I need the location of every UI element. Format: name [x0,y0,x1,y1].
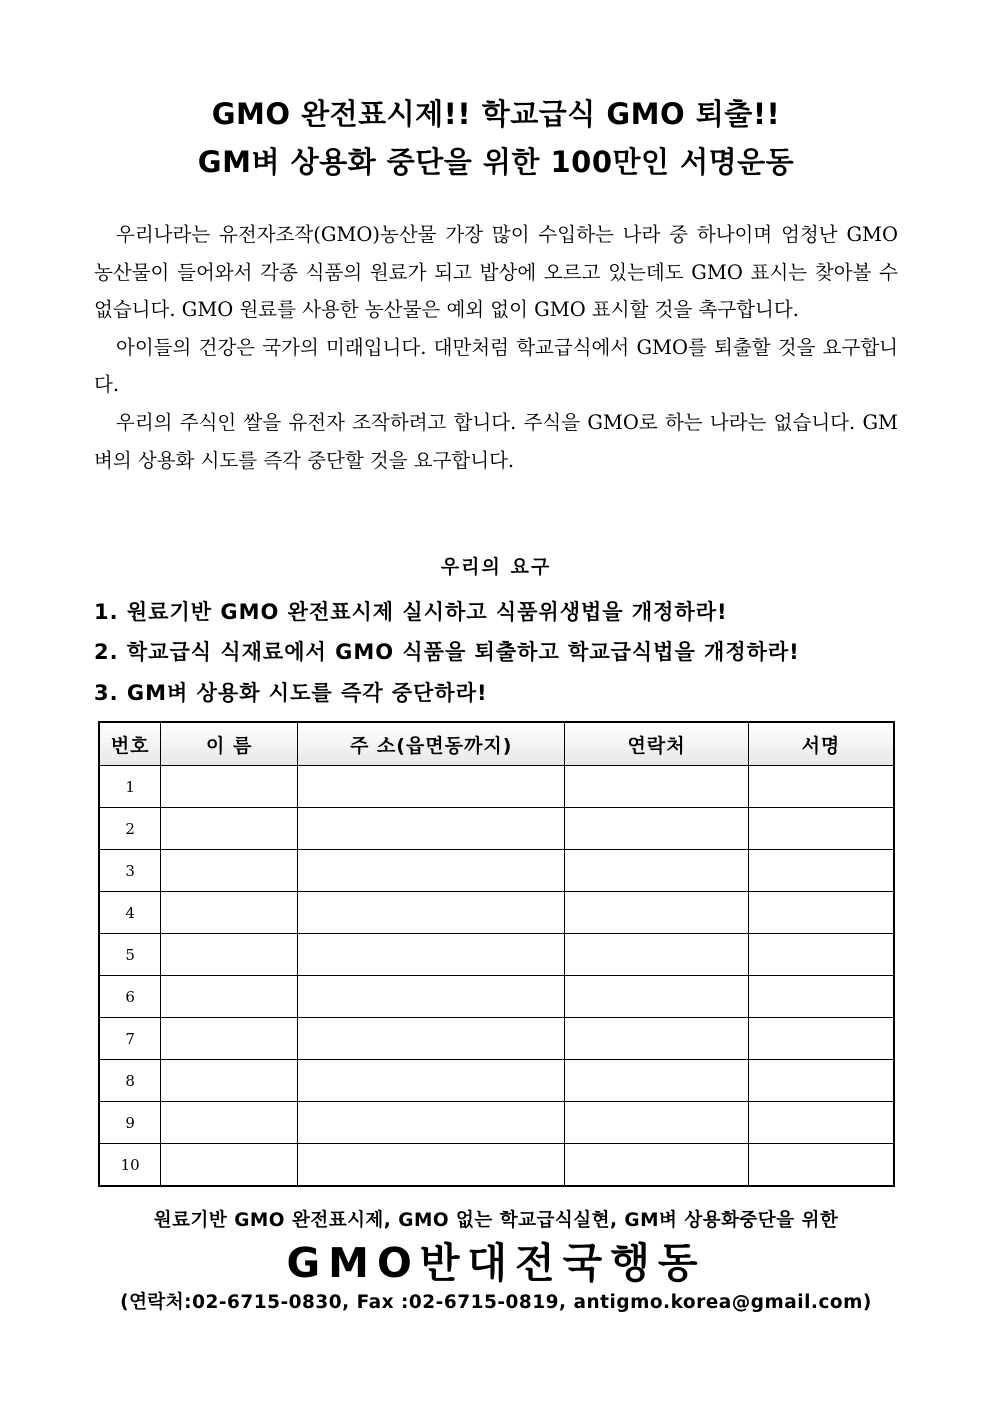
name-cell[interactable] [161,934,298,976]
row-number: 3 [99,850,161,892]
footer-contact: (연락처:02-6715-0830, Fax :02-6715-0819, antigmo.korea@gmail.com) [120,1292,872,1313]
intro-paragraph-2: 아이들의 건강은 국가의 미래입니다. 대만처럼 학교급식에서 GMO를 퇴출할 것을 요구합니다. [94,335,898,397]
demands-heading: 우리의 요구 [440,556,552,578]
row-number: 1 [99,766,161,808]
row-number: 4 [99,892,161,934]
table-row [99,1060,894,1102]
address-cell[interactable] [298,1060,565,1102]
address-cell[interactable] [298,766,565,808]
header-address: 주 소(읍면동까지) [298,722,565,766]
organization-name: GMO반대전국행동 [286,1239,706,1287]
row-number: 10 [99,1144,161,1187]
contact-cell[interactable] [565,892,749,934]
table-row [99,1102,894,1144]
contact-cell[interactable] [565,934,749,976]
signature-cell[interactable] [748,934,894,976]
header-contact: 연락처 [565,722,749,766]
demand-item-1: 1. 원료기반 GMO 완전표시제 실시하고 식품위생법을 개정하라! [94,600,728,624]
signature-cell[interactable] [748,766,894,808]
header-name: 이 름 [161,722,298,766]
address-cell[interactable] [298,976,565,1018]
table-row [99,766,894,808]
name-cell[interactable] [161,808,298,850]
contact-cell[interactable] [565,766,749,808]
address-cell[interactable] [298,934,565,976]
name-cell[interactable] [161,1102,298,1144]
address-cell[interactable] [298,1102,565,1144]
row-number: 2 [99,808,161,850]
intro-paragraph-1: 우리나라는 유전자조작(GMO)농산물 가장 많이 수입하는 나라 중 하나이며 엄청난 GMO 농산물이 들어와서 각종 식품의 원료가 되고 밥상에 오르고 있는데도 GMO 표시는 찾아볼 수 없습니다. GMO 원료를 사용한 농산물은 예외 없이 GMO 표시할 것을 촉구합니다. [94,223,898,322]
name-cell[interactable] [161,1018,298,1060]
header-number: 번호 [99,722,161,766]
signature-cell[interactable] [748,1060,894,1102]
table-header-row [99,722,894,766]
contact-cell[interactable] [565,808,749,850]
contact-cell[interactable] [565,1060,749,1102]
signature-cell[interactable] [748,976,894,1018]
address-cell[interactable] [298,1018,565,1060]
name-cell[interactable] [161,1060,298,1102]
intro-paragraph-3: 우리의 주식인 쌀을 유전자 조작하려고 합니다. 주식을 GMO로 하는 나라는 없습니다. GM벼의 상용화 시도를 즉각 중단할 것을 요구합니다. [94,410,898,472]
row-number: 5 [99,934,161,976]
signature-cell[interactable] [748,808,894,850]
table-row [99,808,894,850]
signature-table [98,721,895,1187]
name-cell[interactable] [161,892,298,934]
table-row [99,892,894,934]
signature-cell[interactable] [748,1018,894,1060]
row-number: 9 [99,1102,161,1144]
row-number: 7 [99,1018,161,1060]
footer-subtitle: 원료기반 GMO 완전표시제, GMO 없는 학교급식실현, GM벼 상용화중단을 위한 [153,1210,839,1231]
address-cell[interactable] [298,850,565,892]
table-row [99,934,894,976]
header-signature: 서명 [748,722,894,766]
name-cell[interactable] [161,766,298,808]
intro-text [94,216,898,479]
signature-cell[interactable] [748,1102,894,1144]
address-cell[interactable] [298,892,565,934]
contact-cell[interactable] [565,1102,749,1144]
contact-cell[interactable] [565,976,749,1018]
name-cell[interactable] [161,850,298,892]
demand-item-2: 2. 학교급식 식재료에서 GMO 식품을 퇴출하고 학교급식법을 개정하라! [94,640,800,664]
name-cell[interactable] [161,976,298,1018]
page-title-line2: GM벼 상용화 중단을 위한 100만인 서명운동 [197,145,795,179]
signature-cell[interactable] [748,892,894,934]
address-cell[interactable] [298,1144,565,1187]
contact-cell[interactable] [565,850,749,892]
signature-cell[interactable] [748,850,894,892]
contact-cell[interactable] [565,1144,749,1187]
table-row [99,1144,894,1187]
address-cell[interactable] [298,808,565,850]
row-number: 8 [99,1060,161,1102]
contact-cell[interactable] [565,1018,749,1060]
signature-cell[interactable] [748,1144,894,1187]
row-number: 6 [99,976,161,1018]
table-row [99,1018,894,1060]
name-cell[interactable] [161,1144,298,1187]
demand-item-3: 3. GM벼 상용화 시도를 즉각 중단하라! [94,681,488,705]
table-row [99,976,894,1018]
signature-rows [99,766,894,1187]
table-row [99,850,894,892]
page-title-line1: GMO 완전표시제!! 학교급식 GMO 퇴출!! [211,97,781,131]
